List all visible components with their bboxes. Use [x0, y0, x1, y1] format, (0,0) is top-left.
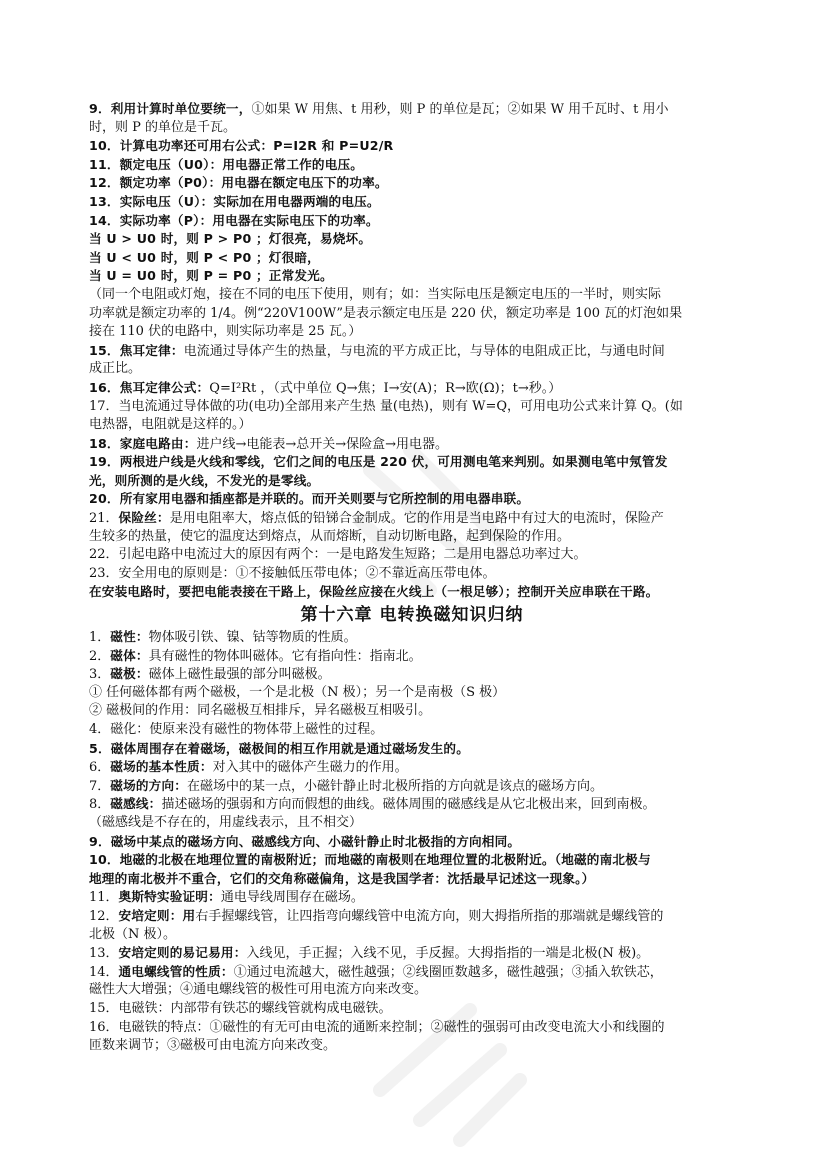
text-line [89, 156, 735, 175]
body-text: 2． [89, 648, 111, 664]
body-text: 具有磁性的物体叫磁体。它有指向性：指南北。 [148, 648, 422, 664]
electric-power-section [89, 100, 735, 602]
text-line [89, 249, 735, 268]
body-text: 通电导线周围存在磁场。 [220, 890, 364, 906]
bold-text: 14．实际功率（P）：用电器在实际电压下的功率。 [89, 212, 379, 228]
body-text: ① 任何磁体都有两个磁极，一个是北极（N 极）；另一个是南极（S 极） [89, 684, 506, 700]
bold-text: 13．实际电压（U）：实际加在用电器两端的电压。 [89, 193, 380, 209]
body-text: 14． [89, 964, 119, 980]
text-line [89, 472, 735, 491]
bold-text: 18．家庭电路由： [89, 435, 197, 451]
bold-text: 10．计算电功率还可用右公式：P=I2R 和 P=U2/R [89, 138, 394, 154]
bold-text: 地理的南北极并不重合，它们的交角称磁偏角，这是我国学者：沈括最早记述这一现象。） [89, 870, 595, 886]
text-line [89, 665, 735, 684]
bold-text: 磁体： [110, 647, 149, 663]
body-text: 11． [89, 890, 119, 906]
bold-text: 20．所有家用电器和插座都是并联的。而开关则要与它所控制的用电器串联。 [89, 491, 530, 507]
bold-text: 5．磁体周围存在着磁场，磁极间的相互作用就是通过磁场发生的。 [89, 740, 469, 756]
text-line [89, 1000, 735, 1019]
text-line [89, 647, 735, 666]
body-text: 功率就是额定功率的 1/4。例“220V100W”是表示额定电压是 220 伏，额定功率是 100 瓦的灯泡如果 [89, 305, 683, 321]
text-line [89, 814, 735, 833]
text-line [89, 583, 735, 602]
text-line [89, 453, 735, 472]
text-line [89, 398, 735, 417]
text-line [89, 435, 735, 454]
chapter-title: 第十六章 电转换磁知识归纳 [300, 605, 524, 626]
bold-text: 磁感线： [110, 796, 162, 812]
bold-text: 在安装电路时，要把电能表接在干路上，保险丝应接在火线上（一根足够）；控制开关应串联在干路。 [89, 584, 659, 600]
bold-text: 10．地磁的北极在地理位置的南极附近；而地磁的南极则在地理位置的北极附近。（地磁的南北极与 [89, 852, 651, 868]
text-line [89, 907, 735, 926]
body-text: 6． [89, 760, 111, 776]
body-text: ①如果 W 用焦、t 用秒，则 P 的单位是瓦；②如果 W 用千瓦时、t 用小 [251, 102, 669, 117]
text-line [89, 944, 735, 963]
text-line [89, 851, 735, 870]
body-text: （磁感线是不存在的，用虚线表示，且不相交） [89, 814, 363, 830]
body-text: 物体吸引铁、镍、钴等物质的性质。 [148, 630, 357, 646]
body-text: 生较多的热量，使它的温度达到熔点，从而熔断，自动切断电路，起到保险的作用。 [89, 528, 571, 544]
text-line [89, 490, 735, 509]
bold-text: 12．额定功率（P0）：用电器在额定电压下的功率。 [89, 175, 388, 191]
bold-text: 安培定则：用 [118, 907, 196, 923]
text-line [89, 888, 735, 907]
text-line [89, 528, 735, 547]
text-line [89, 684, 735, 703]
text-line [89, 379, 735, 398]
text-line [89, 137, 735, 156]
body-text: 对入其中的磁体产生磁力的作用。 [212, 760, 408, 776]
text-line [89, 286, 735, 305]
text-line [89, 174, 735, 193]
body-text: 7． [89, 778, 111, 794]
body-text: 进户线→电能表→总开关→保险盒→用电器。 [196, 436, 449, 452]
text-line [89, 628, 735, 647]
bold-text: 当 U = U0 时，则 P = P0 ；正常发光。 [89, 268, 333, 284]
text-line [89, 926, 735, 945]
text-line [89, 323, 735, 342]
body-text: 磁性大大增强；④通电螺线管的极性可用电流方向来改变。 [89, 982, 428, 998]
body-text: 成正比。 [89, 361, 142, 377]
text-line [89, 416, 735, 435]
bold-text: 9．磁场中某点的磁场方向、磁感线方向、小磁针静止时北极指的方向相同。 [89, 833, 521, 849]
bold-text: 9．利用计算时单位要统一， [89, 101, 252, 116]
body-text: 匝数来调节；③磁极可由电流方向来改变。 [89, 1038, 337, 1054]
text-line [89, 740, 735, 759]
body-text: 22．引起电路中电流过大的原因有两个：一是电路发生短路；二是用电器总功率过大。 [89, 547, 587, 563]
body-text: 12． [89, 908, 119, 924]
body-text: 在磁场中的某一点，小磁针静止时北极所指的方向就是该点的磁场方向。 [187, 778, 604, 794]
body-text: Q=I²Rt ，（式中单位 Q→焦；I→安(A)；R→欧(Ω)；t→秒。） [209, 380, 562, 396]
electromagnetism-section [89, 628, 735, 1056]
bold-text: 保险丝： [118, 510, 170, 526]
body-text: 13． [89, 946, 119, 962]
bold-text: 安培定则的易记易用： [118, 945, 247, 961]
text-line [89, 230, 735, 249]
text-line [89, 100, 735, 119]
text-line [89, 305, 735, 324]
text-line [89, 342, 735, 361]
bold-text: 当 U > U0 时，则 P > P0 ；灯很亮，易烧坏。 [89, 231, 372, 247]
bold-text: 磁极： [110, 666, 149, 682]
text-line [89, 795, 735, 814]
text-line [89, 546, 735, 565]
bold-text: 11．额定电压（U0）：用电器正常工作的电压。 [89, 156, 364, 172]
body-text: 入线见，手正握；入线不见，手反握。大拇指指的一端是北极(N 极)。 [246, 946, 650, 962]
body-text: 23．安全用电的原则是：①不接触低压带电体；②不靠近高压带电体。 [89, 565, 496, 581]
text-line [89, 267, 735, 286]
text-line [89, 193, 735, 212]
text-line [89, 981, 735, 1000]
body-text: 右手握螺线管，让四指弯向螺线管中电流方向，则大拇指所指的那端就是螺线管的 [195, 908, 664, 924]
body-text: 时，则 P 的单位是千瓦。 [89, 119, 237, 135]
text-line [89, 721, 735, 740]
text-line [89, 1037, 735, 1056]
bold-text: 奥斯特实验证明： [118, 889, 221, 905]
body-text: 电热器，电阻就是这样的。） [89, 417, 252, 433]
body-text: 是用电阻率大，熔点低的铅锑合金制成。它的作用是当电路中有过大的电流时，保险产 [169, 511, 664, 527]
text-line [89, 1019, 735, 1038]
text-line [89, 870, 735, 889]
body-text: 磁体上磁性最强的部分叫磁极。 [148, 667, 331, 683]
text-line [89, 119, 735, 138]
bold-text: 通电螺线管的性质： [118, 963, 234, 979]
body-text: ② 磁极间的作用：同名磁极互相排斥，异名磁极互相吸引。 [89, 703, 432, 719]
body-text: 接在 110 伏的电路中，则实际功率是 25 瓦。） [89, 324, 362, 340]
body-text: 8． [89, 797, 111, 813]
bold-text: 光，则所测的是火线，不发光的是零线。 [89, 472, 320, 488]
body-text: 3． [89, 667, 111, 683]
bold-text: 15．焦耳定律： [89, 342, 184, 358]
body-text: 15．电磁铁：内部带有铁芯的螺线管就构成电磁铁。 [89, 1000, 392, 1016]
text-line [89, 565, 735, 584]
bold-text: 16．焦耳定律公式： [89, 379, 210, 395]
body-text: 4．磁化：使原来没有磁性的物体带上磁性的过程。 [89, 722, 384, 737]
text-line [89, 702, 735, 721]
body-text: 描述磁场的强弱和方向而假想的曲线。磁体周围的磁感线是从它北极出来，回到南极。 [161, 797, 656, 813]
bold-text: 磁场的方向： [110, 777, 188, 793]
bold-text: 19．两根进户线是火线和零线，它们之间的电压是 220 伏，可用测电笔来判别。如果测电笔中氖管发 [89, 454, 668, 470]
text-line [89, 758, 735, 777]
body-text: 电流通过导体产生的热量，与电流的平方成正比，与导体的电阻成正比，与通电时间 [183, 343, 665, 359]
document-page [89, 100, 735, 1056]
text-line [89, 212, 735, 231]
bold-text: 磁场的基本性质： [110, 759, 213, 775]
body-text: 1． [89, 630, 111, 646]
text-line [89, 509, 735, 528]
text-line [89, 963, 735, 982]
body-text: 北极（N 极）。 [89, 926, 177, 942]
body-text: 16．电磁铁的特点：①磁性的有无可由电流的通断来控制；②磁性的强弱可由改变电流大小和线圈的 [89, 1019, 665, 1035]
text-line [89, 833, 735, 852]
bold-text: 当 U < U0 时，则 P < P0 ；灯很暗， [89, 249, 320, 265]
body-text: ①通过电流越大，磁性越强；②线圈匝数越多，磁性越强；③插入软铁芯， [233, 964, 663, 980]
bold-text: 磁性： [110, 629, 149, 645]
body-text: 17．当电流通过导体做的功(电功)全部用来产生热 量(电热)，则有 W=Q，可用电功公式来计算 Q。(如 [89, 398, 683, 414]
body-text: 21． [89, 511, 119, 527]
text-line [89, 360, 735, 379]
text-line [89, 777, 735, 796]
body-text: （同一个电阻或灯炮，接在不同的电压下使用，则有；如：当实际电压是额定电压的一半时，则实际 [89, 286, 662, 302]
